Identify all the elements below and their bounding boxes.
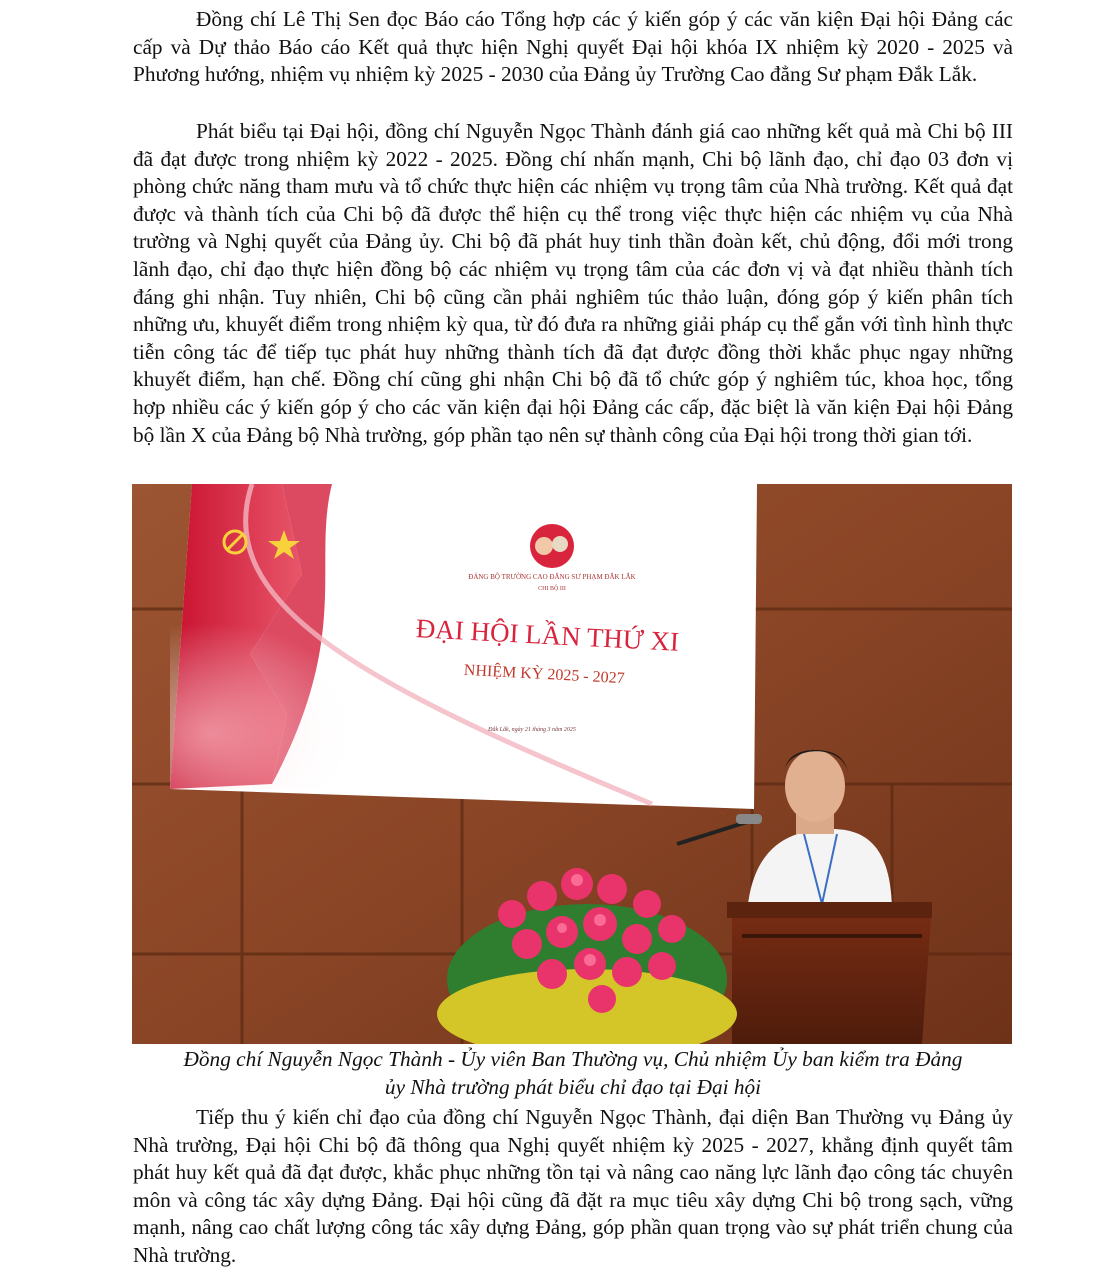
caption-line-1: Đồng chí Nguyễn Ngọc Thành - Ủy viên Ban Thường vụ, Chủ nhiệm Ủy ban kiểm tra Đảng xyxy=(183,1047,963,1071)
caption-line-2: ủy Nhà trường phát biểu chỉ đạo tại Đại hội xyxy=(384,1074,762,1099)
event-photo xyxy=(132,484,1012,1044)
leader-emblem-icon xyxy=(530,524,574,568)
screen-unit: CHI BỘ III xyxy=(538,586,566,592)
screen-date: Đắk Lắk, ngày 21 tháng 3 năm 2025 xyxy=(488,727,576,733)
screen-title: ĐẠI HỘI LẦN THỨ XI xyxy=(415,613,680,657)
paragraph-speech: Phát biểu tại Đại hội, đồng chí Nguyễn Ngọc Thành đánh giá cao những kết quả mà Chi bộ III đã đạt được trong nhiệm kỳ 2022 - 2025. Đồng chí nhấn mạnh, Chi bộ lãnh đạo, chỉ đạo 03 đơn vị phòng chức năng tham mưu và tổ chức thực hiện các nhiệm vụ trọng tâm của Nhà trường. Kết quả đạt được và thành tích của Chi bộ đã được thể hiện cụ thể trong việc thực hiện các nhiệm vụ của Nhà trường và Nghị quyết của Đảng ủy. Chi bộ đã phát huy tinh thần đoàn kết, chủ động, đổi mới trong lãnh đạo, chỉ đạo thực hiện đồng bộ các nhiệm vụ trọng tâm của các đơn vị và đạt nhiều thành tích đáng ghi nhận. Tuy nhiên, Chi bộ cũng cần phải nghiêm túc thảo luận, đóng góp ý kiến phân tích những ưu, khuyết điểm trong nhiệm kỳ qua, từ đó đưa ra những giải pháp cụ thể gắn với tình hình thực tiễn công tác để tiếp tục phát huy những thành tích đã đạt được đồng thời khắc phục ngay những khuyết điểm, hạn chế. Đồng chí cũng ghi nhận Chi bộ đã tổ chức góp ý nghiêm túc, khoa học, tổng hợp nhiều các ý kiến góp ý cho các văn kiện đại hội Đảng các cấp, đặc biệt là văn kiện Đại hội Đảng bộ lần X của Đảng bộ Nhà trường, góp phần tạo nên sự thành công của Đại hội trong thời gian tới. xyxy=(133,119,1013,447)
paragraph-report: Đồng chí Lê Thị Sen đọc Báo cáo Tổng hợp các ý kiến góp ý các văn kiện Đại hội Đảng các cấp và Dự thảo Báo cáo Kết quả thực hiện Nghị quyết Đại hội khóa IX nhiệm kỳ 2020 - 2025 và Phương hướng, nhiệm vụ nhiệm kỳ 2025 - 2030 của Đảng ủy Trường Cao đẳng Sư phạm Đắk Lắk. xyxy=(133,7,1013,87)
screen-org: ĐẢNG BỘ TRƯỜNG CAO ĐẲNG SƯ PHẠM ĐẮK LẮK xyxy=(468,573,636,581)
photo-caption xyxy=(133,1046,1013,1101)
screen-term: NHIỆM KỲ 2025 - 2027 xyxy=(463,661,626,688)
podium xyxy=(727,902,932,1044)
paragraph-resolution: Tiếp thu ý kiến chỉ đạo của đồng chí Nguyễn Ngọc Thành, đại diện Ban Thường vụ Đảng ủy Nhà trường, Đại hội Chi bộ đã thông qua Nghị quyết nhiệm kỳ 2025 - 2027, khẳng định quyết tâm phát huy kết quả đã đạt được, khắc phục những tồn tại và nâng cao năng lực lãnh đạo công tác chuyên môn và công tác xây dựng Đảng. Đại hội cũng đã đặt ra mục tiêu xây dựng Chi bộ trong sạch, vững mạnh, nâng cao chất lượng công tác xây dựng Đảng, góp phần quan trọng vào sự phát triển chung của Nhà trường. xyxy=(133,1105,1013,1267)
projection-screen xyxy=(170,484,757,809)
